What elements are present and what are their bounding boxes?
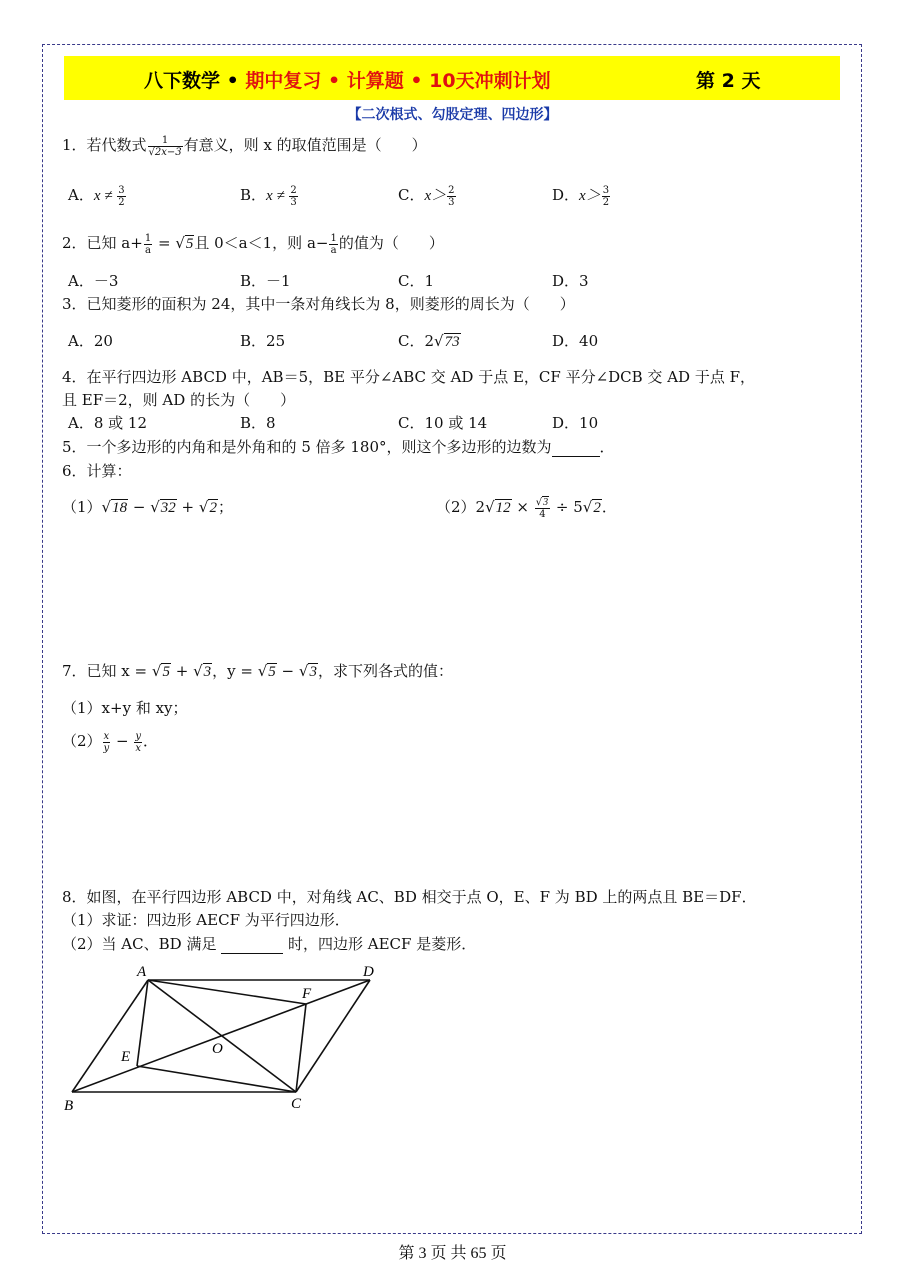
q1-option-a: A．x ≠ $\frac{3}{2}$ [68, 184, 125, 208]
diagonal-bd [72, 980, 370, 1092]
q2-option-d: D．3 [552, 272, 589, 290]
q3-option-b: B．25 [240, 332, 286, 350]
question-8-line1: 8．如图，在平行四边形 ABCD 中，对角线 AC、BD 相交于点 O，E、F 为 BD 上的两点且 BE＝DF． [62, 888, 757, 906]
label-e: E [121, 1049, 131, 1065]
question-3: 3．已知菱形的面积为 24，其中一条对角线长为 8，则菱形的周长为（ ） [62, 295, 575, 313]
q4-option-b: B．8 [240, 414, 276, 432]
segment-ba [72, 980, 148, 1092]
q2-option-a: A．－3 [68, 272, 119, 290]
label-c: C [291, 1096, 302, 1112]
label-o: O [212, 1041, 223, 1057]
q7-part-1: （1）x+y 和 xy； [62, 699, 188, 717]
question-6: 6．计算： [62, 462, 132, 480]
question-2: 2．已知 a+ $\frac{1}{a}$ = √5且 0＜a＜1，则 a− $\frac{1}{a}$ 的值为（ ） [62, 232, 444, 256]
question-5: 5．一个多边形的内角和是外角和的 5 倍多 180°，则这个多边形的边数为 ． [62, 438, 615, 456]
label-d: D [363, 964, 374, 980]
q1-option-c: C．x＞ $\frac{2}{3}$ [398, 184, 455, 208]
q7-part-2: （2） $\frac{x}{y}$ − $\frac{y}{x}$ ． [62, 730, 158, 754]
q1-option-d: D．x＞ $\frac{3}{2}$ [552, 184, 610, 208]
q2-option-c: C．1 [398, 272, 435, 290]
q6-part-2: （2）2√12 × $\frac{√3}{4}$ ÷ 5√2． [436, 496, 617, 520]
question-4-line1: 4．在平行四边形 ABCD 中，AB＝5，BE 平分∠ABC 交 AD 于点 E，CF 平分∠DCB 交 AD 于点 F， [62, 368, 756, 386]
q4-option-a: A．8 或 12 [68, 414, 147, 432]
fraction: $\frac{1}{√2x-3}$ [148, 134, 182, 158]
q2-option-b: B．－1 [240, 272, 291, 290]
label-f: F [302, 986, 312, 1002]
question-4-line2: 且 EF＝2，则 AD 的长为（ ） [62, 391, 296, 409]
question-1: 1．若代数式 $\frac{1}{√2x-3}$ 有意义，则 x 的取值范围是（ ） [62, 134, 427, 158]
segment-ec [137, 1066, 296, 1092]
question-7: 7．已知 x = √5 + √3，y = √5 − √3，求下列各式的值： [62, 662, 453, 680]
header-day: 第 2 天 [696, 70, 761, 92]
q4-option-c: C．10 或 14 [398, 414, 488, 432]
page-footer: 第 3 页 共 65 页 [398, 1245, 507, 1262]
segment-fa [148, 980, 306, 1004]
q3-option-a: A．20 [68, 332, 113, 350]
q3-option-d: D．40 [552, 332, 599, 350]
q3-option-c: C．2√73 [398, 332, 460, 350]
header-title: 八下数学 • 期中复习 • 计算题 • 10天冲刺计划 [144, 70, 551, 92]
label-a: A [137, 964, 147, 980]
q4-option-d: D．10 [552, 414, 599, 432]
label-b: B [64, 1098, 74, 1114]
q1-option-b: B．x ≠ $\frac{2}{3}$ [240, 184, 297, 208]
question-8-line3: （2）当 AC、BD 满足 时，四边形 AECF 是菱形． [62, 935, 477, 953]
section-subtitle: 【二次根式、勾股定理、四边形】 [347, 107, 558, 123]
question-8-line2: （1）求证：四边形 AECF 为平行四边形． [62, 911, 350, 929]
q6-part-1: （1）√18 − √32 + √2； [62, 498, 233, 516]
